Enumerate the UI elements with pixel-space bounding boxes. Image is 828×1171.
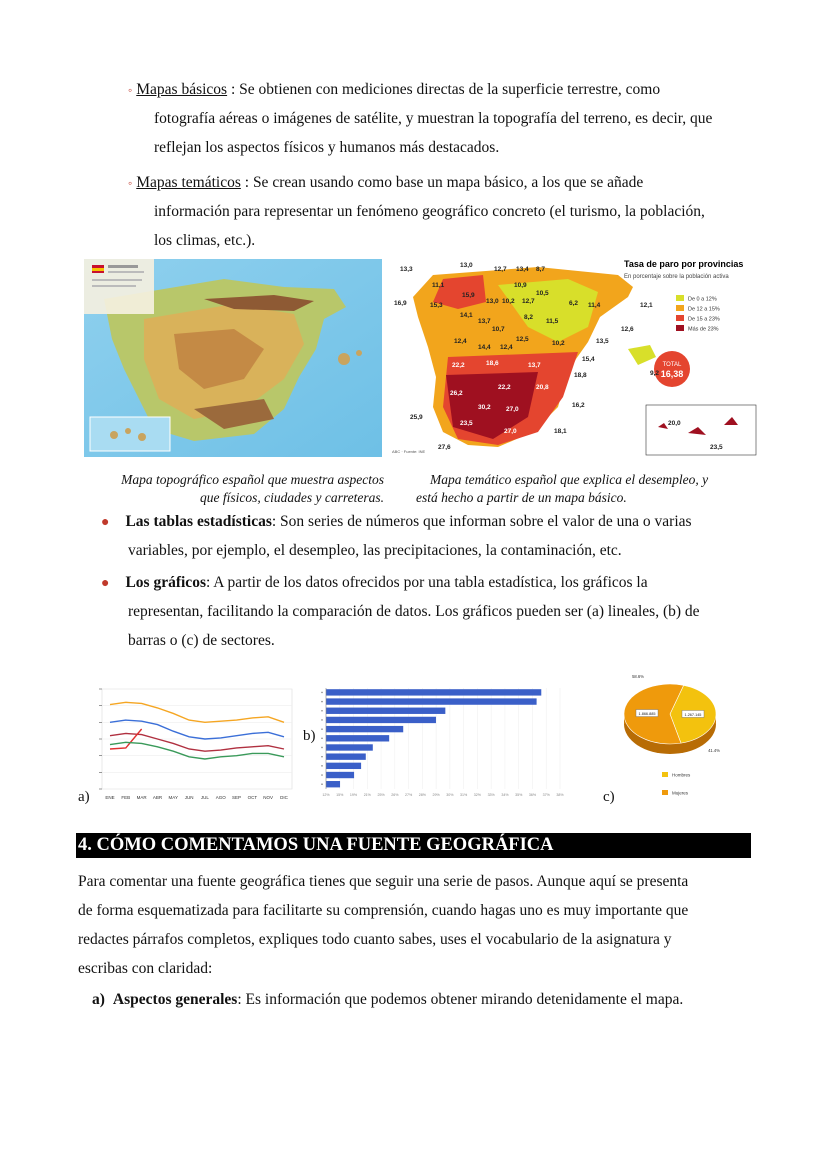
- province-value: 12,4: [454, 338, 467, 345]
- province-value: 20,0: [668, 420, 681, 427]
- legend-label: De 15 a 23%: [688, 316, 720, 323]
- x-tick-label: MAY: [168, 795, 178, 800]
- map-title: Tasa de paro por provincias: [624, 259, 744, 269]
- y-tick: [321, 728, 323, 730]
- legend-swatch: [676, 305, 684, 311]
- province-value: 27,0: [506, 406, 519, 413]
- x-tick-label: 37%: [542, 793, 550, 797]
- province-value: 15,9: [462, 292, 475, 299]
- x-tick-label: ENE: [105, 795, 115, 800]
- section-heading: 4. CÓMO COMENTAMOS UNA FUENTE GEOGRÁFICA: [76, 833, 751, 858]
- province-value: 20,8: [536, 384, 549, 391]
- thematic-maps-line2: información para representar un fenómeno geográfico concreto (el turismo, la población,: [154, 203, 705, 220]
- y-tick: [321, 774, 323, 776]
- province-value: 11,1: [432, 282, 445, 289]
- y-tick: [321, 765, 323, 767]
- province-value: 12,5: [516, 336, 529, 343]
- basic-maps-text: Se obtienen con mediciones directas de la superficie terrestre, como: [239, 81, 661, 98]
- intro-line3: redactes párrafos completos, expliques todo cuanto sabes, uses el vocabulario de la asignatura y: [78, 931, 672, 948]
- x-tick-label: 19%: [349, 793, 358, 797]
- x-tick-label: MAR: [136, 795, 147, 800]
- pie-percent-label: 58.6%: [632, 674, 644, 679]
- chart-a-label: a): [78, 789, 90, 805]
- province-value: 25,9: [410, 414, 423, 421]
- bar: [326, 717, 436, 723]
- basic-maps-line2: fotografía aéreas o imágenes de satélite, y muestran la topografía del terreno, es decir, que: [154, 110, 713, 127]
- x-tick-label: 29%: [432, 793, 440, 797]
- province-value: 22,2: [452, 362, 465, 369]
- province-value: 26,2: [450, 390, 463, 397]
- province-value: 8,7: [536, 266, 546, 273]
- legend-label: Más de 23%: [688, 326, 719, 333]
- province-value: 13,0: [486, 298, 499, 305]
- province-value: 30,2: [478, 404, 491, 411]
- province-value: 13,4: [516, 266, 529, 273]
- x-tick-label: 21%: [363, 793, 371, 797]
- province-value: 12,7: [522, 298, 535, 305]
- graphs-line3: barras o (c) de sectores.: [128, 632, 275, 649]
- x-tick-label: 28%: [418, 793, 426, 797]
- pie-legend-swatch: [662, 772, 668, 777]
- chart-c-label: c): [603, 789, 615, 805]
- province-value: 14,4: [478, 344, 491, 351]
- map-subtitle: En porcentaje sobre la población activa: [624, 274, 729, 280]
- province-value: 14,1: [460, 312, 473, 319]
- province-value: 10,2: [502, 298, 515, 305]
- province-value: 23,5: [710, 444, 723, 451]
- x-tick-label: 15%: [336, 793, 344, 797]
- thematic-maps-line3: los climas, etc.).: [154, 232, 256, 249]
- basic-maps-line1: ◦ Mapas básicos : Se obtienen con mediciones directas de la superficie terrestre, como: [128, 81, 661, 98]
- bar: [326, 689, 541, 695]
- bar: [326, 772, 354, 778]
- province-value: 10,9: [514, 282, 527, 289]
- pie-inner-label: 1.866.885: [638, 712, 656, 717]
- caption-left: Mapa topográfico español que muestra aspectos que físicos, ciudades y carreteras.: [121, 472, 384, 505]
- basic-maps-term: Mapas básicos: [136, 81, 228, 98]
- bullet-icon: ●: [101, 576, 110, 591]
- x-tick-label: OCT: [247, 795, 258, 800]
- chart-b-label: b): [303, 728, 316, 744]
- legend-label: De 0 a 12%: [688, 296, 717, 303]
- legend-swatch: [676, 325, 684, 331]
- province-value: 12,6: [621, 326, 634, 333]
- bar: [326, 763, 361, 769]
- bar-chart: [316, 685, 564, 800]
- x-tick-label: SEP: [232, 795, 242, 800]
- x-tick-label: 31%: [460, 793, 468, 797]
- x-tick-label: JUN: [184, 795, 194, 800]
- province-value: 15,4: [582, 356, 595, 363]
- province-value: 15,3: [430, 302, 443, 309]
- pie-legend-label: Hombres: [672, 772, 691, 778]
- intro-line4: escribas con claridad:: [78, 960, 213, 977]
- bar: [326, 708, 445, 714]
- stats-tables-line2: variables, por ejemplo, el desempleo, las precipitaciones, la contaminación, etc.: [128, 542, 622, 559]
- province-value: 18,6: [486, 360, 499, 367]
- basic-maps-line3: reflejan los aspectos físicos y humanos más destacados.: [154, 139, 500, 156]
- legend-swatch: [676, 315, 684, 321]
- province-value: 11,4: [588, 302, 601, 309]
- thematic-maps-term: Mapas temáticos: [136, 174, 241, 191]
- province-value: 13,7: [528, 362, 541, 369]
- x-tick-label: 36%: [528, 793, 537, 797]
- bar: [326, 781, 340, 787]
- x-tick-label: 25%: [377, 793, 385, 797]
- province-value: 16,2: [572, 402, 585, 409]
- thematic-maps-line1: ◦ Mapas temáticos : Se crean usando como base un mapa básico, a los que se añade: [128, 174, 644, 191]
- x-tick-label: 35%: [515, 793, 523, 797]
- pie-legend-swatch: [662, 790, 668, 795]
- bullet-icon: ●: [101, 515, 110, 530]
- y-tick: [321, 747, 323, 749]
- pie-inner-label: 1.267.145: [684, 713, 702, 718]
- intro-line2: de forma esquematizada para facilitarte su comprensión, cuando hagas uno es muy importante que: [78, 902, 689, 919]
- caption-right: Mapa temático español que explica el desempleo, y está hecho a partir de un mapa básico.: [416, 472, 709, 505]
- bar: [326, 753, 366, 759]
- y-tick: [321, 719, 323, 721]
- y-tick: [321, 692, 323, 694]
- hollow-bullet-icon: ◦: [128, 83, 133, 97]
- x-tick-label: FEB: [121, 795, 131, 800]
- province-value: 10,2: [552, 340, 565, 347]
- province-value: 27,0: [504, 428, 517, 435]
- bar: [326, 735, 389, 741]
- province-value: 10,7: [492, 326, 505, 333]
- province-value: 6,2: [569, 300, 579, 307]
- svg-text:16,38: 16,38: [660, 369, 684, 379]
- province-value: 8,2: [524, 314, 534, 321]
- x-tick-label: JUL: [200, 795, 209, 800]
- province-value: 27,6: [529, 444, 542, 451]
- y-tick: [321, 756, 323, 758]
- x-tick-label: 30%: [446, 793, 454, 797]
- province-value: 27,6: [438, 444, 451, 451]
- province-value: 12,1: [640, 302, 653, 309]
- province-value: 13,5: [596, 338, 609, 345]
- x-tick-label: AGO: [215, 795, 226, 800]
- province-value: 18,1: [554, 428, 567, 435]
- line-chart: [92, 685, 298, 803]
- province-value: 13,0: [460, 262, 473, 269]
- province-value: 18,8: [574, 372, 587, 379]
- y-tick: [321, 783, 323, 785]
- province-value: 12,4: [500, 344, 513, 351]
- x-tick-label: ABR: [152, 795, 163, 800]
- province-value: 20,9: [490, 450, 503, 457]
- svg-text:TOTAL: TOTAL: [662, 362, 682, 368]
- province-value: 23,5: [460, 420, 473, 427]
- x-tick-label: 12%: [322, 793, 330, 797]
- bar: [326, 744, 373, 750]
- province-value: 13,3: [400, 266, 413, 273]
- province-value: 12,7: [494, 266, 507, 273]
- bar: [326, 726, 403, 732]
- x-tick-label: 32%: [473, 793, 482, 797]
- unemployment-map: [388, 257, 760, 457]
- province-value: 11,5: [546, 318, 559, 325]
- pie-legend-label: Mujeres: [672, 790, 689, 796]
- x-tick-label: 27%: [404, 793, 413, 797]
- legend-label: De 12 a 15%: [688, 306, 720, 313]
- x-tick-label: 34%: [501, 793, 509, 797]
- x-tick-label: NOV: [263, 795, 274, 800]
- x-tick-label: 26%: [391, 793, 399, 797]
- y-tick: [321, 701, 323, 703]
- map-legend: [676, 295, 720, 333]
- item-a-marker: a): [92, 991, 105, 1008]
- item-a-term: Aspectos generales: [112, 991, 238, 1008]
- province-value: 13,7: [478, 318, 491, 325]
- province-value: 22,2: [498, 384, 511, 391]
- graphs-line2: representan, facilitando la comparación de datos. Los gráficos pueden ser (a) lineales, (b) de: [128, 603, 700, 620]
- x-tick-label: 38%: [556, 793, 564, 797]
- item-a: a) Aspectos generales: Es información que podemos obtener mirando detenidamente el mapa.: [92, 991, 684, 1008]
- x-tick-label: 33%: [487, 793, 495, 797]
- province-value: 9,2: [650, 370, 660, 377]
- map-source: ABC · Fuente: INE: [392, 449, 426, 454]
- pie-percent-label: 41.4%: [708, 748, 720, 753]
- graphs-line1: ● Los gráficos: A partir de los datos ofrecidos por una tabla estadística, los gráficos la: [101, 574, 648, 591]
- province-value: 10,5: [536, 290, 549, 297]
- y-tick: [321, 710, 323, 712]
- pie-chart: [618, 668, 730, 803]
- province-value: 16,9: [394, 300, 407, 307]
- stats-tables-line1: ● Las tablas estadísticas: Son series de números que informan sobre el valor de una o varias: [101, 513, 692, 530]
- y-tick: [321, 738, 323, 740]
- topographic-map-image: [84, 259, 382, 457]
- bar: [326, 698, 537, 704]
- intro-line1: Para comentar una fuente geográfica tienes que seguir una serie de pasos. Aunque aquí se presenta: [78, 873, 689, 890]
- legend-swatch: [676, 295, 684, 301]
- x-tick-label: DIC: [280, 795, 288, 800]
- hollow-bullet-icon: ◦: [128, 176, 133, 190]
